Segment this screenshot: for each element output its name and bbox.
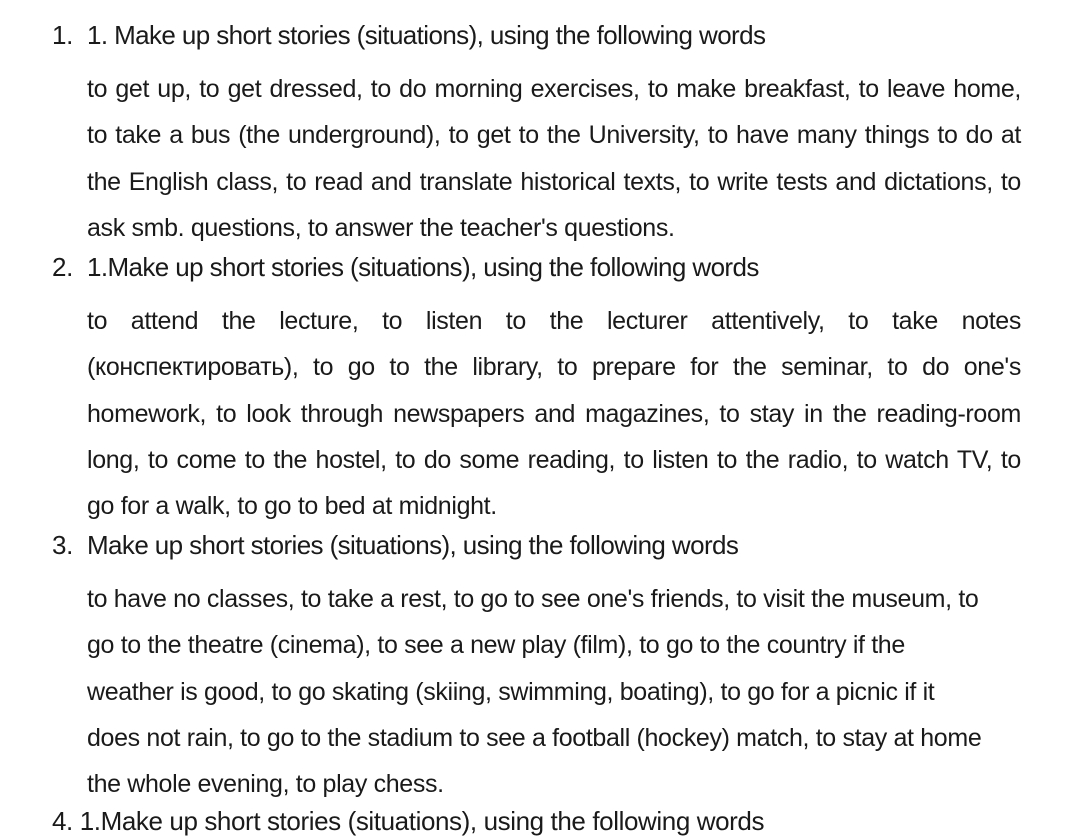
cut-off-next-task: 4. 1.Make up short stories (situations), using the following words (52, 806, 765, 836)
task-number: 1. (52, 20, 74, 50)
task-word-list: to get up, to get dressed, to do morning exercises, to make breakfast, to leave home, to take a bus (the underground), to get to the University, to have many things to do at the English class, to read and translate historical texts, to write tests and dictations, to ask smb. questions, to answer the teacher's questions. (87, 75, 1021, 242)
task-word-list: to attend the lecture, to listen to the lecturer attentively, to take notes (конспектировать), to go to the library, to prepare for the seminar, to do one's homework, to look through newspapers and magazines, to stay in the reading-room long, to come to the hostel, to do some reading, to listen to the radio, to watch TV, to go for a walk, to go to bed at midnight. (87, 307, 1021, 521)
task-heading: 1. Make up short stories (situations), using the following words (87, 20, 766, 50)
task-number: 3. (52, 530, 74, 560)
task-number: 2. (52, 252, 74, 282)
task-heading: 1.Make up short stories (situations), using the following words (87, 252, 759, 282)
task-heading: Make up short stories (situations), using the following words (87, 530, 739, 560)
task-word-list: to have no classes, to take a rest, to go to see one's friends, to visit the museum, to go to the theatre (cinema), to see a new play (film), to go to the country if the weather is good, to go skating (skiing, swimming, boating), to go for a picnic if it does not rain, to go to the stadium to see a football (hockey) match, to stay at home the whole evening, to play chess. (87, 585, 982, 799)
